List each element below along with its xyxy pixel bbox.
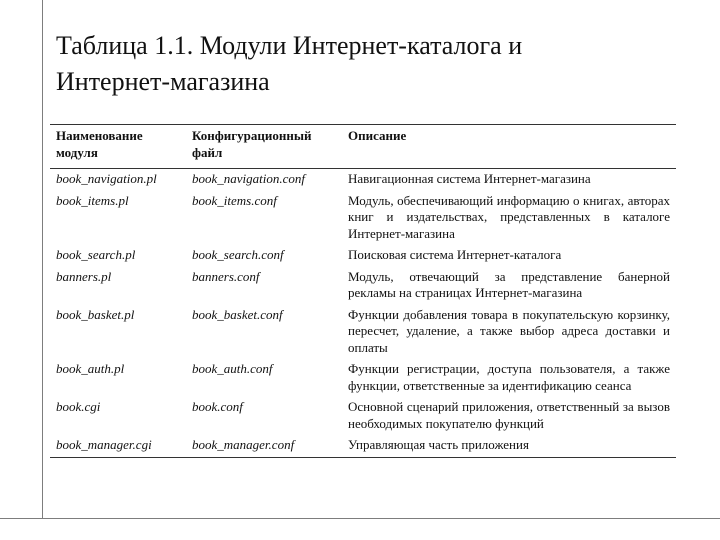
table-row	[50, 305, 676, 360]
config-cell: book_basket.conf	[192, 306, 283, 322]
table-row	[50, 359, 676, 397]
header-description: Описание	[342, 125, 676, 169]
module-cell: book_auth.pl	[56, 361, 125, 376]
slide-title-line2: Интернет-магазина	[56, 67, 270, 96]
description-cell: Модуль, обеспечивающий информацию о книгах, авторах книг и издательствах, представленных в каталоге Интернет-магазина	[348, 192, 670, 241]
module-cell: book_manager.cgi	[50, 435, 186, 457]
module-cell: book.cgi	[56, 399, 101, 414]
header-config-file: Конфигурационный файл	[186, 125, 342, 169]
description-cell: Управляющая часть приложения	[342, 435, 676, 457]
bottom-horizontal-rule	[0, 518, 720, 519]
table-header-row	[50, 125, 676, 169]
header-module-name: Наименование модуля	[50, 125, 186, 169]
config-cell: book_manager.conf	[186, 435, 342, 457]
config-cell: banners.conf	[192, 268, 260, 284]
module-cell: book_search.pl	[56, 247, 136, 262]
table-row	[50, 169, 676, 191]
description-cell: Функции регистрации, доступа пользователя, а также функции, ответственные за идентификацию сеанса	[348, 361, 670, 393]
config-cell: book.conf	[192, 399, 243, 414]
config-cell: book_items.conf	[192, 192, 277, 208]
description-cell: Навигационная система Интернет-магазина	[348, 171, 591, 186]
slide-title	[56, 28, 696, 100]
left-vertical-rule	[42, 0, 43, 518]
description-cell: Модуль, отвечающий за представление банерной рекламы на страницах Интернет-магазина	[348, 268, 670, 300]
config-cell: book_search.conf	[192, 247, 284, 262]
module-cell: book_navigation.pl	[56, 171, 157, 186]
description-cell: Основной сценарий приложения, ответственный за вызов необходимых покупателю функций	[348, 399, 670, 431]
modules-table	[50, 124, 676, 458]
config-cell: book_auth.conf	[192, 361, 273, 376]
table-row	[50, 397, 676, 435]
module-cell: book_basket.pl	[56, 306, 135, 322]
table-row	[50, 435, 676, 457]
module-cell: banners.pl	[56, 268, 112, 284]
table-row	[50, 245, 676, 267]
table-row	[50, 191, 676, 246]
slide-title-line1: Таблица 1.1. Модули Интернет-каталога и	[56, 31, 523, 60]
description-cell: Функции добавления товара в покупательскую корзинку, пересчет, удаление, а также выбор адреса доставки и оплаты	[348, 306, 670, 355]
config-cell: book_navigation.conf	[192, 171, 306, 186]
module-cell: book_items.pl	[56, 192, 129, 208]
table-row	[50, 267, 676, 305]
description-cell: Поисковая система Интернет-каталога	[348, 247, 562, 262]
